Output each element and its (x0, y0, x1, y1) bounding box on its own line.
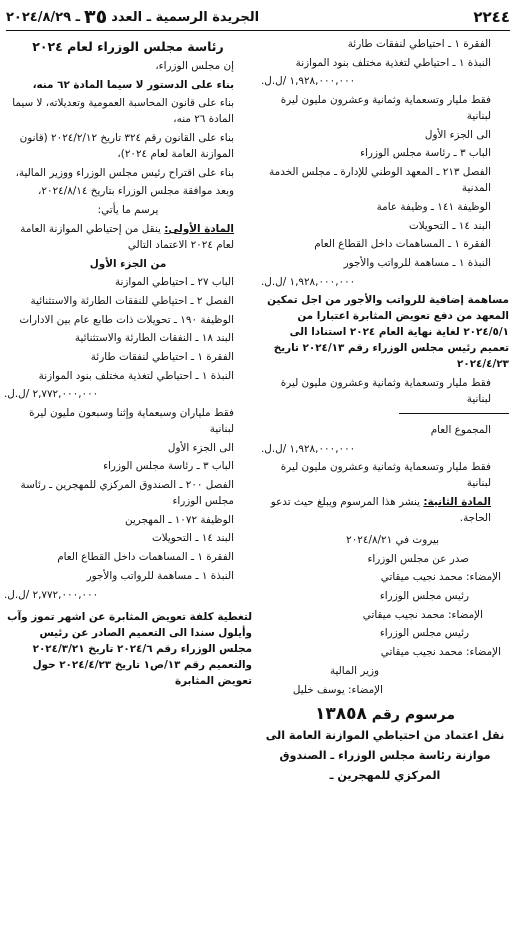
decree-number: ١٣٨٥٨ (314, 703, 367, 724)
amount-words: فقط مليار وتسعماية وثمانية وعشرون مليون ليرة لبنانية (280, 461, 491, 490)
left-column (4, 36, 252, 691)
text-line: الفصل ٢١٣ ـ المعهد الوطني للإدارة ـ مجلس الخدمة المدنية (269, 166, 491, 195)
purpose-paragraph: مساهمة إضافية للرواتب والأجور من اجل تمكين المعهد من دفع تعويض المثابرة اعتبارا من ٢٠٢٤/٥/١ لغاية نهاية العام ٢٠٢٤ استنادا الى تعميم رئيس مجلس الوزراء رقم ٢٠٢٤/١٣ تاريخ ٢٠٢٤/٤/٢٣ (267, 294, 509, 371)
page-header (6, 4, 510, 30)
text-line: البند ١٤ ـ التحويلات (151, 532, 234, 545)
text-line: وبعد موافقة مجلس الوزراء بتاريخ ٢٠٢٤/٨/١٤، (38, 185, 234, 198)
text-line: الوظيفة ١٤١ ـ وظيفة عامة (376, 200, 491, 213)
text-line: البند ١٨ ـ النفقات الطارئة والاستثنائية (74, 332, 234, 345)
decree-title: مرسوم رقم (371, 706, 456, 723)
text-line: بناء على اقتراح رئيس مجلس الوزراء ووزير المالية، (15, 166, 234, 179)
decree-caption: نقل اعتماد من احتياطي الموازنة العامة الى موازنة رئاسة مجلس الوزراء ـ الصندوق المركزي للمهجرين ـ (265, 728, 505, 782)
decree-heading (261, 703, 509, 724)
text-line: الباب ٢٧ ـ احتياطي الموازنة (114, 276, 234, 289)
signature-line: وزير المالية (329, 664, 379, 677)
amount-line: ٢,٧٧٢,٠٠٠,٠٠٠ /ل.ل. (4, 588, 99, 601)
article-two (261, 494, 509, 526)
page-number: ٢٢٤٤ (473, 8, 510, 26)
text-line: الى الجزء الأول (424, 128, 491, 141)
text-line: الوظيفة ١٩٠ ـ تحويلات ذات طابع عام بين الادارات (19, 313, 234, 326)
right-column (261, 36, 509, 789)
signature-line: الإمضاء: محمد نجيب ميقاتي (380, 571, 501, 584)
text-line: الفقرة ١ ـ المساهمات داخل القطاع العام (57, 551, 234, 564)
text-line: النبذة ١ ـ احتياطي لتغذية مختلف بنود الموازنة (38, 369, 234, 382)
text-line: النبذة ١ ـ مساهمة للرواتب والأجور (86, 569, 234, 582)
header-info (6, 6, 259, 28)
place-date: بيروت في ٢٠٢٤/٨/٢١ (346, 534, 439, 546)
amount-line: ١,٩٢٨,٠٠٠,٠٠٠ /ل.ل. (261, 442, 356, 455)
issue-number: ٣٥ (84, 6, 108, 28)
text-line: إن مجلس الوزراء، (155, 60, 234, 72)
article-one (4, 221, 252, 253)
text-line: الباب ٣ ـ رئاسة مجلس الوزراء (103, 460, 234, 473)
text-line: الفصل ٢٠٠ ـ الصندوق المركزي للمهجرين ـ رئاسة مجلس الوزراء (20, 479, 234, 508)
text-line: بناء على الدستور لا سيما المادة ٦٢ منه، (32, 78, 234, 91)
signature-line: رئيس مجلس الوزراء (379, 590, 469, 603)
signature-line: صدر عن مجلس الوزراء (367, 552, 469, 565)
header-rule (6, 30, 510, 31)
section-title: رئاسة مجلس الوزراء لعام ٢٠٢٤ (32, 39, 224, 54)
amount-line: ١,٩٢٨,٠٠٠,٠٠٠ /ل.ل. (261, 75, 356, 88)
signature-line: الإمضاء: محمد نجيب ميقاتي (380, 646, 501, 659)
amount-words: فقط مليار وتسعماية وثمانية وعشرون مليون ليرة لبنانية (280, 94, 491, 123)
amount-line: ٢,٧٧٢,٠٠٠,٠٠٠ /ل.ل. (4, 388, 99, 401)
text-line: الفقرة ١ ـ احتياطي لنفقات طارئة (347, 38, 491, 50)
text-line: الباب ٣ ـ رئاسة مجلس الوزراء (360, 147, 491, 160)
text-line: الى الجزء الأول (167, 441, 234, 454)
article-label: المادة الثانية: (423, 496, 491, 508)
issue-date: ـ ٢٠٢٤/٨/٢٩ (6, 9, 81, 25)
text-line: البند ١٤ ـ التحويلات (408, 219, 491, 232)
text-line: الفقرة ١ ـ احتياطي لنفقات طارئة (90, 350, 234, 363)
article-label: المادة الأولى: (164, 222, 234, 235)
amount-words: فقط ملياران وسبعماية وإثنا وسبعون مليون ليرة لبنانية (29, 407, 234, 435)
text-line: الفصل ٢ ـ احتياطي للنفقات الطارئة والاستثنائية (30, 294, 234, 307)
text-line: يرسم ما يأتي: (97, 204, 159, 217)
signature-line: الإمضاء: يوسف خليل (292, 683, 383, 696)
part-heading: من الجزء الأول (89, 257, 167, 270)
article-text: ينقل من إحتياطي الموازنة العامة لعام ٢٠٢٤ الاعتماد التالي (20, 222, 234, 251)
purpose-paragraph: لتغطية كلفة تعويض المثابرة عن اشهر تموز وآب وأيلول سندا الى التعميم الصادر عن رئيس مجلس الوزراء رقم ٢٠٢٤/٦ تاريخ ٢٠٢٤/٣/٢١ والتعميم رقم ١٣/ص١ تاريخ ٢٠٢٤/٤/٢٣ حول تعويض المثابرة (7, 610, 252, 687)
text-line: الفقرة ١ ـ المساهمات داخل القطاع العام (314, 238, 491, 251)
grand-total-label: المجموع العام (430, 423, 491, 436)
signature-line: الإمضاء: محمد نجيب ميقاتي (362, 608, 483, 621)
amount-words: فقط مليار وتسعماية وثمانية وعشرون مليون ليرة لبنانية (280, 376, 491, 405)
publication-name: الجريدة الرسمية ـ العدد (111, 9, 260, 25)
separator-line (399, 413, 509, 414)
text-line: الوظيفة ١٠٧٢ ـ المهجرين (124, 513, 234, 526)
amount-line: ١,٩٢٨,٠٠٠,٠٠٠ /ل.ل. (261, 275, 356, 288)
text-line: بناء على القانون رقم ٣٢٤ تاريخ ٢٠٢٤/٢/١٢ (قانون الموازنة العامة لعام ٢٠٢٤)، (19, 132, 234, 161)
signature-line: رئيس مجلس الوزراء (379, 627, 469, 640)
text-line: بناء على قانون المحاسبة العمومية وتعديلاته، لا سيما المادة ٢٦ منه، (12, 97, 234, 126)
text-line: النبذة ١ ـ مساهمة للرواتب والأجور (343, 256, 491, 269)
text-line: النبذة ١ ـ احتياطي لتغذية مختلف بنود الموازنة (295, 56, 491, 69)
article-text: ينشر هذا المرسوم ويبلغ حيث تدعو الحاجة. (270, 496, 491, 524)
